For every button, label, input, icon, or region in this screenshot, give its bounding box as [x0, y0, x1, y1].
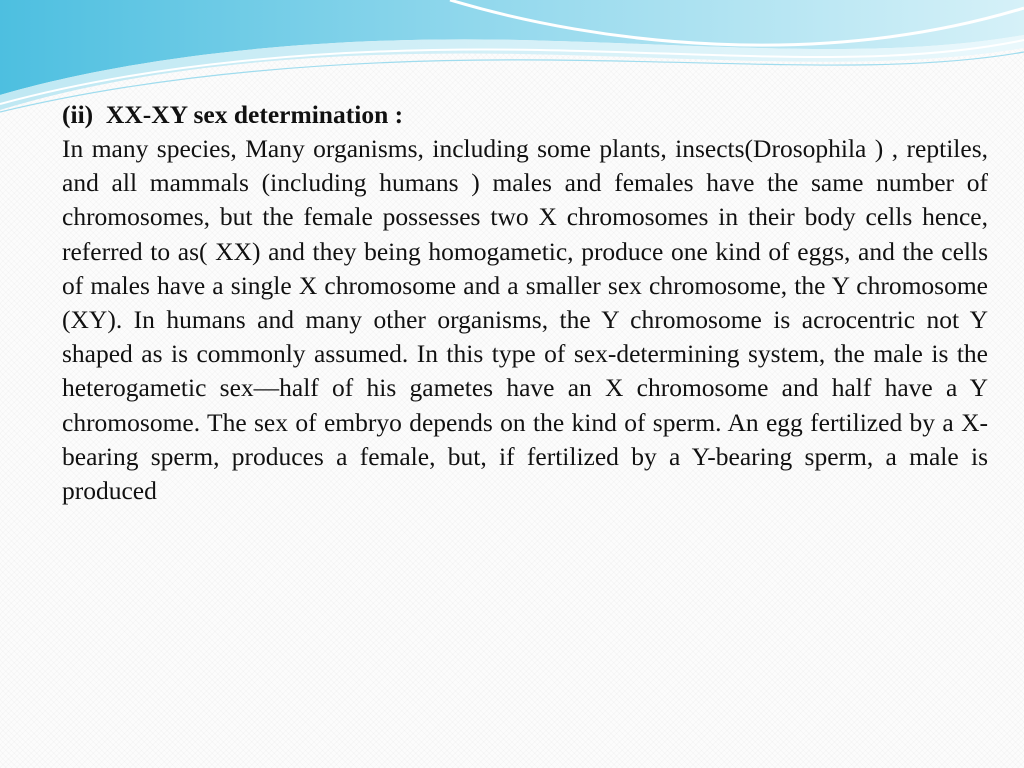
- slide-body-paragraph: In many species, Many organisms, including some plants, insects(Drosophila ) , reptiles, and all mammals (including humans ) males and females have the same number of chromosomes, but the female possesses two X chromosomes in their body cells hence, referred to as( XX) and they being homogametic, produce one kind of eggs, and the cells of males have a single X chromosome and a smaller sex chromosome, the Y chromosome (XY). In humans and many other organisms, the Y chromosome is acrocentric not Y shaped as is commonly assumed. In this type of sex-determining system, the male is the heterogametic sex—half of his gametes have an X chromosome and half have a Y chromosome. The sex of embryo depends on the kind of sperm. An egg fertilized by a X-bearing sperm, produces a female, but, if fertilized by a Y-bearing sperm, a male is produced: [62, 134, 988, 506]
- slide-heading: (ii) XX-XY sex determination :: [62, 100, 404, 129]
- content-area: [62, 98, 988, 508]
